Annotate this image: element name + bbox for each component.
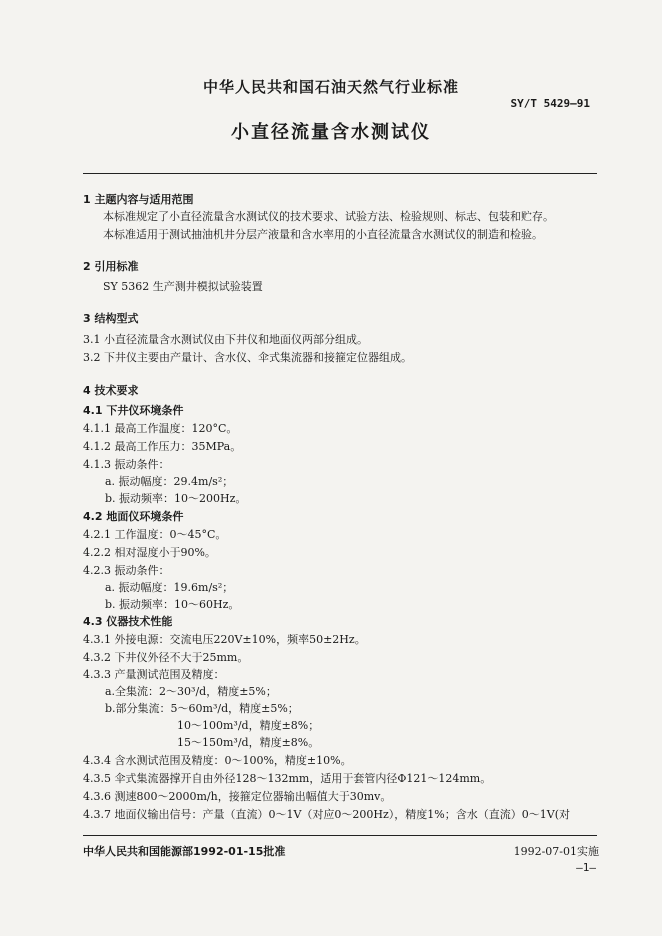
body-line: 4.2.2 相对湿度小于90%。 xyxy=(83,546,216,559)
body-line: 本标准规定了小直径流量含水测试仪的技术要求、试验方法、检验规则、标志、包装和贮存。 xyxy=(103,210,554,223)
page-number: —1— xyxy=(576,861,596,874)
section-heading: 2 引用标准 xyxy=(83,260,139,273)
document-title: 小直径流量含水测试仪 xyxy=(231,122,431,143)
footer-rule xyxy=(83,835,597,836)
body-line: 4.1.3 振动条件： xyxy=(83,458,170,471)
body-line: 3.1 小直径流量含水测试仪由下井仪和地面仪两部分组成。 xyxy=(83,333,368,346)
header-rule xyxy=(83,173,597,174)
standard-code: SY/T 5429—91 xyxy=(510,97,590,110)
body-line: a. 振动幅度：19.6m/s²； xyxy=(105,581,234,594)
body-line: 4.1.2 最高工作压力：35MPa。 xyxy=(83,440,242,453)
body-line: a. 振动幅度：29.4m/s²； xyxy=(105,475,234,488)
body-line: 4.3.3 产量测试范围及精度： xyxy=(83,668,225,681)
body-line: a.全集流：2～30³/d，精度±5%； xyxy=(105,685,277,698)
body-line: 4.3.6 测速800～2000m/h，接箍定位器输出幅值大于30mv。 xyxy=(83,790,392,803)
body-line: 本标准适用于测试抽油机井分层产液量和含水率用的小直径流量含水测试仪的制造和检验。 xyxy=(103,228,543,241)
section-heading: 1 主题内容与适用范围 xyxy=(83,193,194,206)
standard-organization: 中华人民共和国石油天然气行业标准 xyxy=(202,78,459,96)
body-line: 4.3.2 下井仪外径不大于25mm。 xyxy=(83,651,249,664)
body-line: 10～100m³/d，精度±8%； xyxy=(177,719,320,732)
section-heading: 4.2 地面仪环境条件 xyxy=(83,510,184,523)
body-line: b. 振动频率：10～60Hz。 xyxy=(105,598,240,611)
section-heading: 4.3 仪器技术性能 xyxy=(83,615,173,628)
body-line: b.部分集流：5～60m³/d，精度±5%； xyxy=(105,702,299,715)
body-line: 4.2.1 工作温度：0～45°C。 xyxy=(83,528,227,541)
body-line: 4.3.1 外接电源：交流电压220V±10%，频率50±2Hz。 xyxy=(83,633,366,646)
body-line: 4.3.4 含水测试范围及精度：0～100%，精度±10%。 xyxy=(83,754,352,767)
body-line: SY 5362 生产测井模拟试验装置 xyxy=(103,280,263,293)
section-heading: 4 技术要求 xyxy=(83,384,139,397)
section-heading: 4.1 下井仪环境条件 xyxy=(83,404,184,417)
body-line: 15～150m³/d，精度±8%。 xyxy=(177,736,320,749)
effective-date: 1992-07-01实施 xyxy=(513,845,599,858)
body-line: b. 振动频率：10～200Hz。 xyxy=(105,492,247,505)
body-line: 4.3.5 伞式集流器撑开自由外径128～132mm，适用于套管内径Φ121～124mm。 xyxy=(83,772,492,785)
body-line: 4.3.7 地面仪输出信号：产量（直流）0～1V（对应0～200Hz），精度1%；含水（直流）0～1V(对 xyxy=(83,808,570,821)
body-line: 4.2.3 振动条件： xyxy=(83,564,170,577)
body-line: 4.1.1 最高工作温度：120°C。 xyxy=(83,422,238,435)
body-line: 3.2 下井仪主要由产量计、含水仪、伞式集流器和接箍定位器组成。 xyxy=(83,351,412,364)
approval-info: 中华人民共和国能源部1992-01-15批准 xyxy=(83,845,286,858)
section-heading: 3 结构型式 xyxy=(83,312,139,325)
